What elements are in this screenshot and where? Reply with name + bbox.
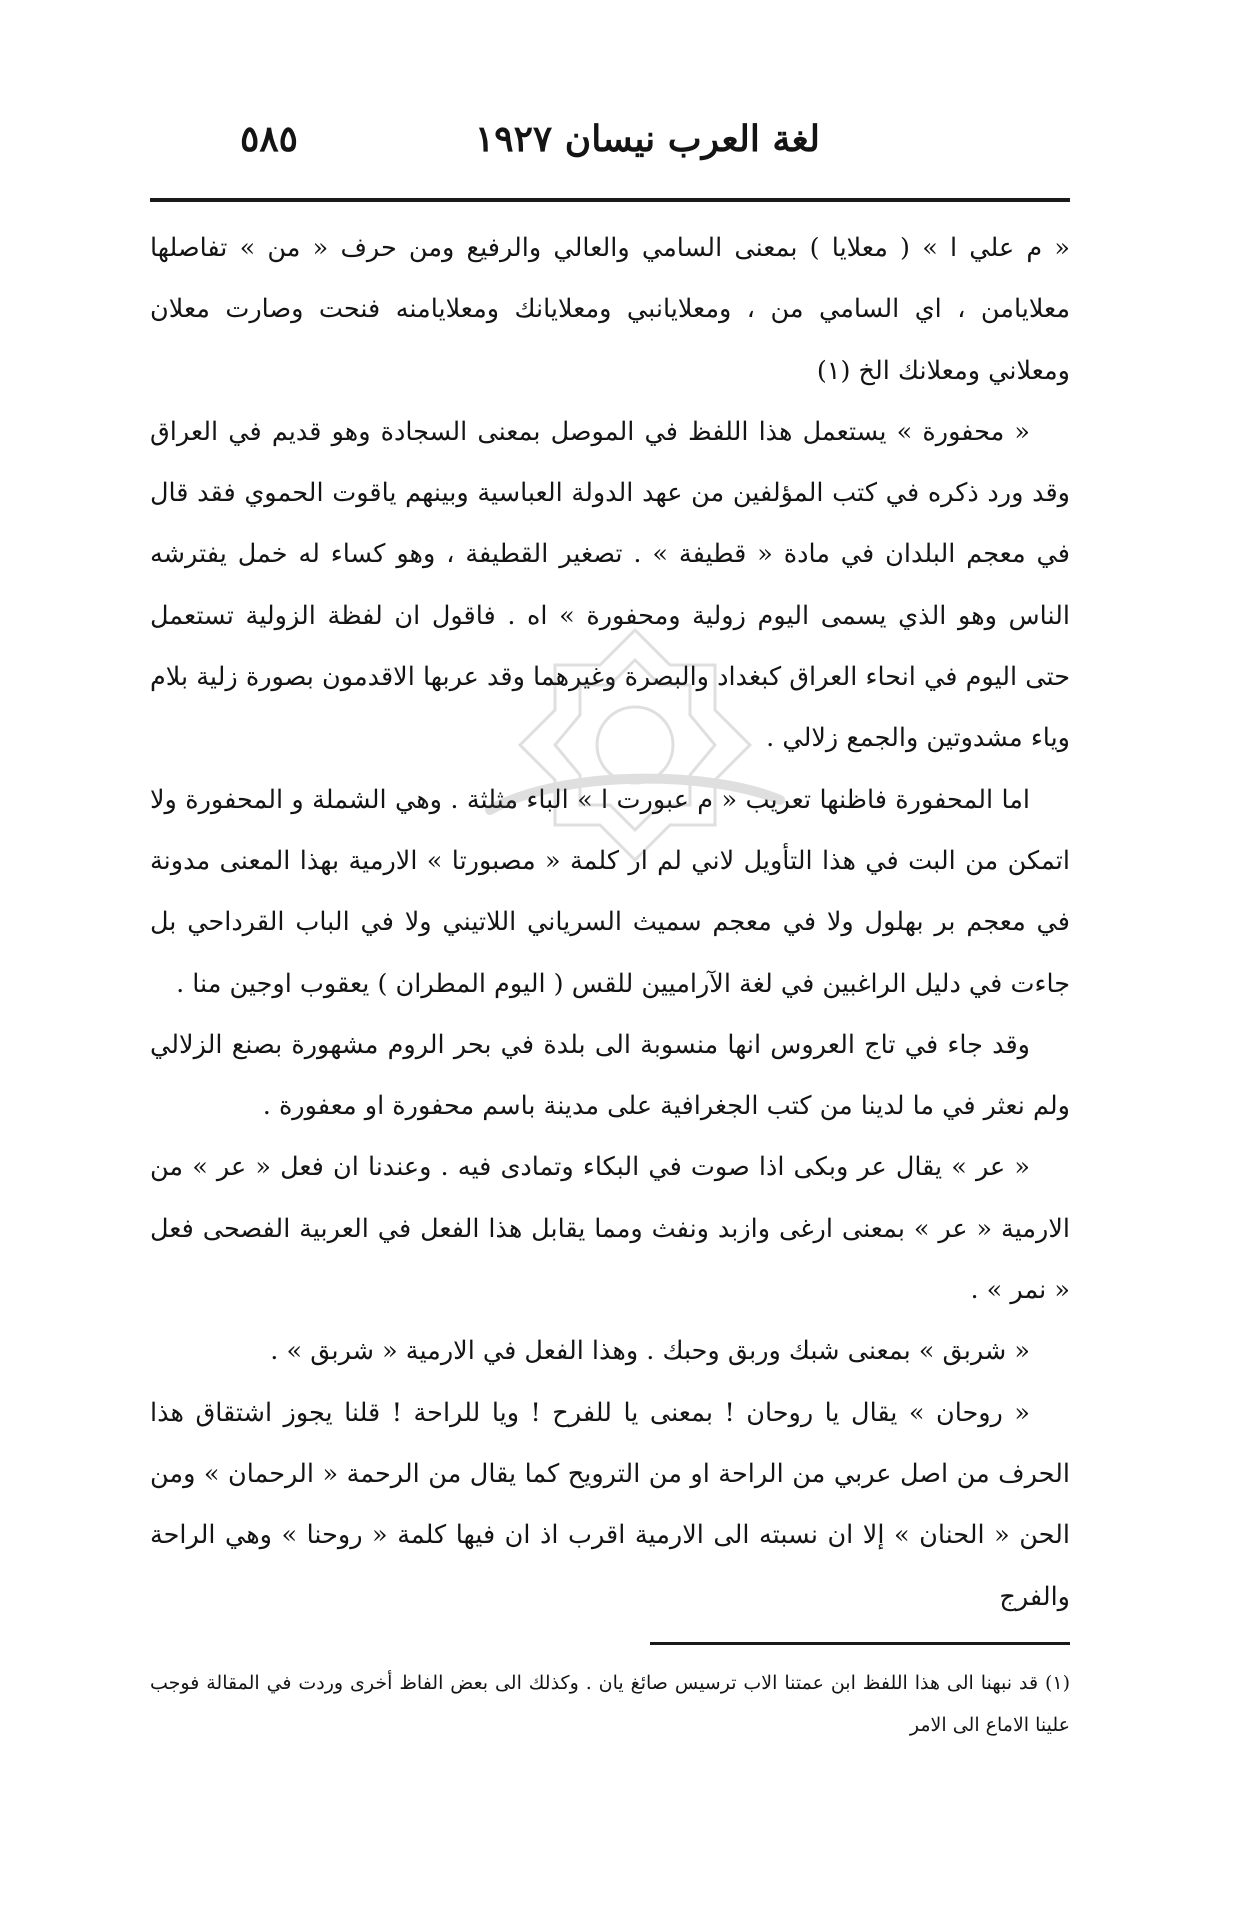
paragraph-rouhan: « روحان » يقال يا روحان ! بمعنى يا للفرح ! ويا للراحة ! قلنا يجوز اشتقاق هذا الحرف من اصل عربي من الراحة او من الترويح كما يقال من الرحمة « الرحمان » ومن الحن « الحنان » إلا ان نسبته الى الارمية اقرب اذ ان فيها كلمة « روحنا » وهي الراحة والفرج	[150, 1397, 1070, 1612]
running-title: لغة العرب نيسان ١٩٢٧	[474, 118, 820, 160]
paragraph-mahfoura-etymology: اما المحفورة فاظنها تعريب « م عبورت ا » الباء مثلثة . وهي الشملة و المحفورة ولا اتمكن من البت في هذا التأويل لاني لم ار كلمة « مصبورتا » الارمية بهذا المعنى مدونة في معجم بر بهلول ولا في معجم سميث السرياني اللاتيني ولا في الباب القرداحي بل جاءت في دليل الراغبين في لغة الآراميين للقس ( اليوم المطران ) يعقوب اوجين منا .	[150, 784, 1070, 999]
document-page	[150, 110, 1070, 1790]
footnote: (١) قد نبهنا الى هذا اللفظ ابن عمتنا الاب ترسيس صائغ يان . وكذلك الى بعض الفاظ أخرى وردت في المقالة فوجب علينا الاماع الى الامر	[150, 1672, 1070, 1736]
paragraph-mahfoura: « محفورة » يستعمل هذا اللفظ في الموصل بمعنى السجادة وهو قديم في العراق وقد ورد ذكره في كتب المؤلفين من عهد الدولة العباسية وبينهم ياقوت الحموي فقد قال في معجم البلدان في مادة « قطيفة » . تصغير القطيفة ، وهو كساء له خمل يفترشه الناس وهو الذي يسمى اليوم زولية ومحفورة » اه . فاقول ان لفظة الزولية تستعمل حتى اليوم في انحاء العراق كبغداد والبصرة وغيرهما وقد عربها الاقدمون بصورة زلية بلام وياء مشدوتين والجمع زلالي .	[150, 416, 1070, 754]
paragraph-malaya: « م علي ا » ( معلايا ) بمعنى السامي والعالي والرفيع ومن حرف « من » تفاصلها معلايامن ، اي السامي من ، ومعلايانبي ومعلايانك ومعلايامنه فنحت وصارت معلان ومعلاني ومعلانك الخ (١)	[150, 233, 1070, 386]
paragraph-ar: « عر » يقال عر وبكى اذا صوت في البكاء وتمادى فيه . وعندنا ان فعل « عر » من الارمية « عر » بمعنى ارغى وازبد ونفث ومما يقابل هذا الفعل في العربية الفصحى فعل « نمر » .	[150, 1152, 1070, 1306]
header-rule	[150, 198, 1070, 202]
page-header	[150, 110, 1070, 180]
footnote-rule	[650, 1642, 1070, 1645]
article-body	[150, 218, 1070, 1628]
paragraph-taj-alarous: وقد جاء في تاج العروس انها منسوبة الى بلدة في بحر الروم مشهورة بصنع الزلالي ولم نعثر في ما لدينا من كتب الجغرافية على مدينة باسم محفورة او معفورة .	[150, 1029, 1070, 1122]
paragraph-sharbaq: « شربق » بمعنى شبك وربق وحبك . وهذا الفعل في الارمية « شربق » .	[270, 1336, 1030, 1367]
page-number: ٥٨٥	[240, 118, 299, 160]
